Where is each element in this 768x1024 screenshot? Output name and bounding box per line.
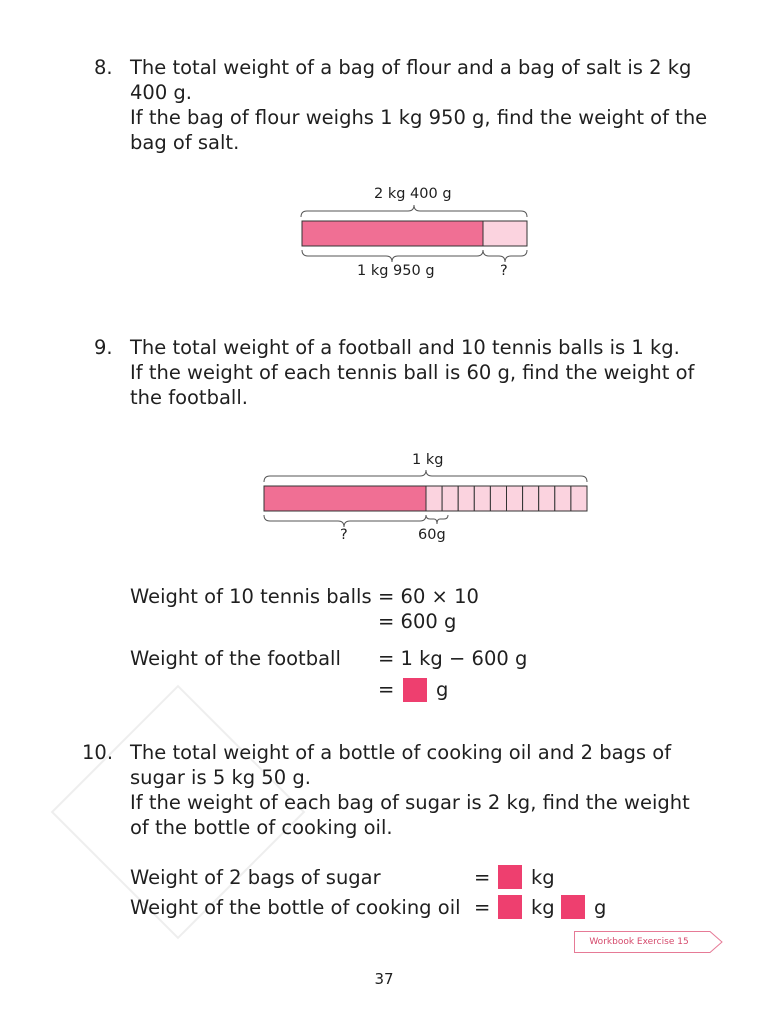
tennis-ball-cell <box>507 486 523 511</box>
q10-text-line-2: sugar is 5 kg 50 g. <box>130 766 311 789</box>
q8-text-line-3: If the bag of flour weighs 1 kg 950 g, find the weight of the <box>130 106 708 129</box>
q8-total-label: 2 kg 400 g <box>374 186 452 202</box>
q9-tennis-ball-brace <box>426 515 448 524</box>
q10-text-line-4: of the bottle of cooking oil. <box>130 816 393 839</box>
q10-answer-box-oil-kg[interactable] <box>498 895 522 919</box>
q10-number: 10. <box>82 741 114 764</box>
q10-work-unit-1: kg <box>531 866 555 889</box>
tennis-ball-cell <box>442 486 458 511</box>
q9-tennis-ball-cells <box>426 486 587 511</box>
tennis-ball-cell <box>458 486 474 511</box>
tennis-ball-cell <box>555 486 571 511</box>
workbook-exercise-label: Workbook Exercise 15 <box>589 937 689 947</box>
tennis-ball-cell <box>539 486 555 511</box>
q9-work-value-1: = 60 × 10 <box>378 585 479 608</box>
workbook-exercise-tag[interactable] <box>574 931 726 957</box>
q9-work-label-1: Weight of 10 tennis balls <box>130 585 372 608</box>
q8-text-line-4: bag of salt. <box>130 131 240 154</box>
q10-work-equals-1: = <box>474 866 491 889</box>
q8-text-line-1: The total weight of a bag of flour and a bag of salt is 2 kg <box>130 56 692 79</box>
q9-number: 9. <box>94 336 113 359</box>
tennis-ball-cell <box>474 486 490 511</box>
q8-flour-label: 1 kg 950 g <box>357 263 435 279</box>
q10-text-line-3: If the weight of each bag of sugar is 2 kg, find the weight <box>130 791 690 814</box>
q9-unknown-label: ? <box>340 527 348 543</box>
q9-work-equals-4: = <box>378 678 395 701</box>
q10-text-line-1: The total weight of a bottle of cooking oil and 2 bags of <box>130 741 672 764</box>
q9-work-value-2: = 600 g <box>378 610 457 633</box>
tennis-ball-cell <box>426 486 442 511</box>
tennis-ball-cell <box>490 486 506 511</box>
q10-work-unit-2b: g <box>594 896 607 919</box>
q9-total-label: 1 kg <box>412 452 444 468</box>
q9-text-line-2: If the weight of each tennis ball is 60 g, find the weight of <box>130 361 695 384</box>
q9-football-brace <box>264 515 426 527</box>
q9-answer-box[interactable] <box>403 678 427 702</box>
tennis-ball-cell <box>571 486 587 511</box>
q10-work-unit-2a: kg <box>531 896 555 919</box>
q9-work-label-3: Weight of the football <box>130 647 341 670</box>
q10-answer-box-oil-g[interactable] <box>561 895 585 919</box>
q9-unit-label: 60g <box>418 527 446 543</box>
page-number: 37 <box>374 970 394 988</box>
q9-work-unit-4: g <box>436 678 449 701</box>
q8-unknown-label: ? <box>500 263 508 279</box>
q10-work-label-2: Weight of the bottle of cooking oil <box>130 896 461 919</box>
q9-football-bar <box>264 486 426 511</box>
q10-work-equals-2: = <box>474 896 491 919</box>
q8-text-line-2: 400 g. <box>130 81 192 104</box>
tennis-ball-cell <box>523 486 539 511</box>
q10-answer-box-sugar-kg[interactable] <box>498 865 522 889</box>
q9-top-brace <box>264 470 587 482</box>
q9-work-value-3: = 1 kg − 600 g <box>378 647 528 670</box>
q9-text-line-1: The total weight of a football and 10 tennis balls is 1 kg. <box>130 336 680 359</box>
q8-number: 8. <box>94 56 113 79</box>
q9-text-line-3: the football. <box>130 386 248 409</box>
q10-work-label-1: Weight of 2 bags of sugar <box>130 866 381 889</box>
